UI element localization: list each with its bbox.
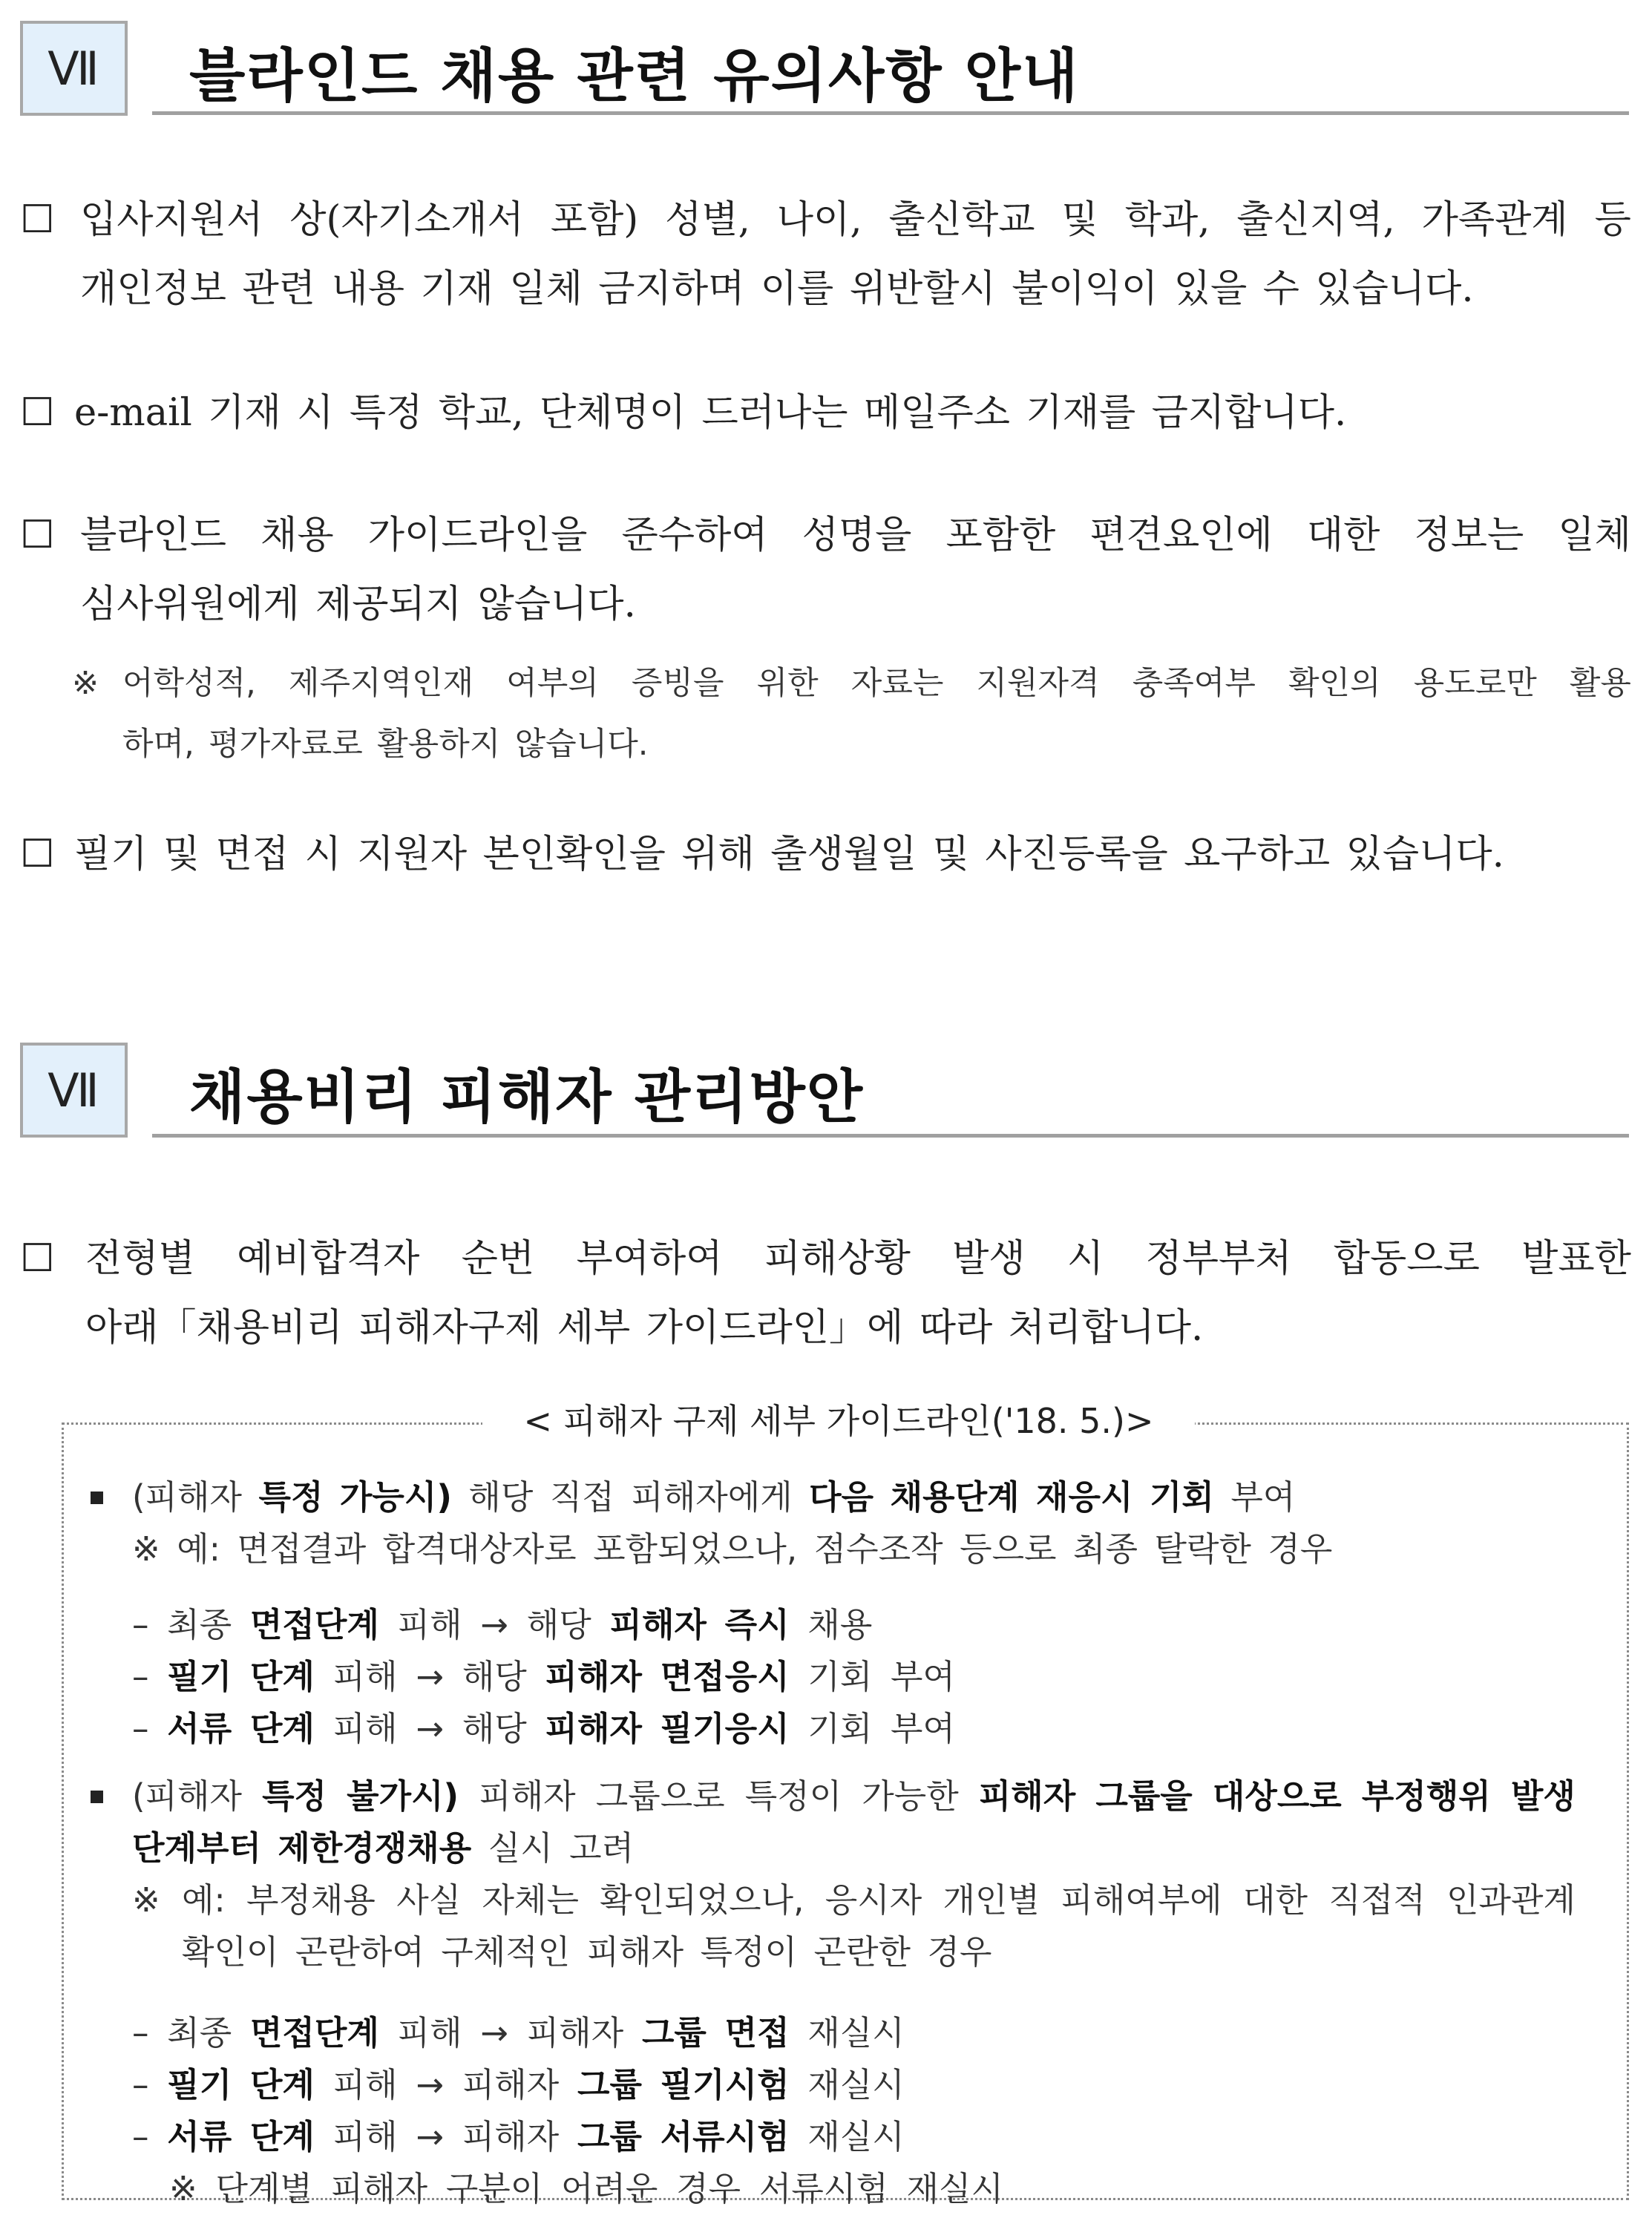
word: 경우 bbox=[676, 2169, 741, 2208]
word: 개인정보 bbox=[80, 267, 227, 311]
word: 최종 bbox=[167, 2013, 232, 2052]
word: 지원자 bbox=[357, 833, 468, 876]
word: 피해 bbox=[332, 1709, 398, 1748]
word: 금지하며 bbox=[598, 267, 745, 311]
example-note bbox=[182, 1874, 1576, 1926]
word: 필기 bbox=[74, 833, 148, 876]
word: 아래「채용비리 bbox=[85, 1306, 343, 1350]
word: 곤란한 bbox=[813, 1932, 911, 1972]
section-divider bbox=[152, 1134, 1629, 1138]
word: 관련 bbox=[242, 267, 316, 311]
note-text bbox=[122, 714, 1631, 775]
word: 서류 bbox=[167, 1709, 232, 1748]
word: 피해자 bbox=[545, 1657, 642, 1696]
word: 부여하여 bbox=[576, 1237, 723, 1281]
paragraph bbox=[74, 820, 1625, 889]
word: 피해 bbox=[332, 2117, 398, 2156]
word: 전형별 bbox=[85, 1237, 195, 1281]
word: 채용단계 bbox=[890, 1477, 1020, 1517]
word: 면접단계 bbox=[249, 2013, 379, 2052]
word: 그룹으로 bbox=[595, 1776, 725, 1816]
paragraph-line bbox=[80, 501, 1631, 570]
checkbox-marker: ☐ bbox=[20, 197, 55, 242]
word: 충족여부 bbox=[1132, 665, 1256, 702]
word: 포함한 bbox=[945, 513, 1056, 557]
word: 지원자격 bbox=[976, 665, 1100, 702]
section-title: 블라인드 채용 관련 유의사항 안내 bbox=[189, 43, 1080, 110]
note-marker: ※ bbox=[72, 665, 99, 702]
word: 직접적 bbox=[1328, 1880, 1426, 1920]
word: ※ bbox=[132, 1529, 160, 1569]
word: 면접결과 bbox=[237, 1529, 367, 1569]
word: → bbox=[480, 2013, 509, 2052]
word: 부정채용 bbox=[246, 1880, 376, 1920]
word: 대한 bbox=[1242, 1880, 1308, 1920]
paragraph-line bbox=[80, 186, 1631, 255]
dash-item bbox=[132, 1651, 974, 1703]
word: 피해자 bbox=[609, 1605, 707, 1644]
section-divider bbox=[152, 111, 1629, 115]
word: 세부 bbox=[557, 1306, 631, 1350]
word: 제한경쟁채용 bbox=[278, 1828, 472, 1868]
word: 발생 bbox=[952, 1237, 1026, 1281]
final-note bbox=[169, 2163, 1022, 2215]
word: 피해 bbox=[397, 2013, 462, 2052]
word: 등 bbox=[1594, 198, 1631, 242]
word: 필기시험 bbox=[660, 2065, 790, 2104]
example-note bbox=[182, 1926, 1576, 1978]
bullet-square-icon bbox=[91, 1492, 103, 1504]
word: 개인별 bbox=[943, 1880, 1040, 1920]
checkbox-marker: ☐ bbox=[20, 513, 55, 557]
note-line bbox=[122, 653, 1631, 714]
example-marker: ※ bbox=[132, 1880, 160, 1920]
word: 피해 bbox=[332, 1657, 398, 1696]
word: 피해자에게 bbox=[631, 1477, 793, 1517]
word: 확인의 bbox=[1288, 665, 1381, 702]
word: 응시자 bbox=[825, 1880, 922, 1920]
bullet-square-icon bbox=[91, 1791, 103, 1803]
word: 상(자기소개서 bbox=[289, 198, 524, 242]
word: 않습니다. bbox=[477, 583, 636, 626]
word: 특정 bbox=[262, 1776, 327, 1816]
word: 어학성적, bbox=[122, 665, 256, 702]
word: 자체는 bbox=[482, 1880, 579, 1920]
word: 고려 bbox=[569, 1828, 635, 1868]
paragraph-line bbox=[85, 1224, 1631, 1293]
word: → bbox=[416, 2117, 445, 2156]
word: 피해여부에 bbox=[1061, 1880, 1222, 1920]
paragraph-line bbox=[80, 570, 1631, 639]
word: 채용 bbox=[807, 1605, 873, 1644]
word: 사실 bbox=[396, 1880, 462, 1920]
word: 면접 bbox=[215, 833, 289, 876]
word: 시 bbox=[1066, 1237, 1104, 1281]
word: 위반할시 bbox=[849, 267, 996, 311]
word: 시 bbox=[297, 391, 334, 435]
example-line bbox=[132, 1523, 1349, 1575]
checkbox-marker: ☐ bbox=[20, 1236, 55, 1281]
word: 예: bbox=[177, 1529, 220, 1569]
word: 피해자 bbox=[479, 1776, 576, 1816]
word: (피해자 bbox=[132, 1477, 242, 1517]
guideline-line bbox=[132, 1771, 1576, 1822]
word: – bbox=[132, 1605, 149, 1644]
word: 단계 bbox=[249, 2117, 315, 2156]
word: 서류 bbox=[167, 2117, 232, 2156]
word: 가이드라인을 bbox=[367, 513, 588, 557]
word: 해당 bbox=[462, 1657, 527, 1696]
word: 필기응시 bbox=[660, 1709, 790, 1748]
paragraph-line bbox=[74, 820, 1625, 889]
word: 및 bbox=[1061, 198, 1098, 242]
word: 가족관계 bbox=[1421, 198, 1568, 242]
word: 시 bbox=[304, 833, 341, 876]
word: 위해 bbox=[681, 833, 755, 876]
checkbox-marker: ☐ bbox=[20, 390, 55, 435]
word: 점수조작 bbox=[813, 1529, 943, 1569]
word: – bbox=[132, 1709, 149, 1748]
word: 단계부터 bbox=[132, 1828, 261, 1868]
word: 포함) bbox=[550, 198, 639, 242]
word: 해당 bbox=[462, 1709, 527, 1748]
word: e-mail bbox=[74, 391, 192, 435]
word: 등으로 bbox=[960, 1529, 1057, 1569]
word: 경우 bbox=[927, 1932, 992, 1972]
word: 부여 bbox=[891, 1657, 955, 1696]
section-number: Ⅶ bbox=[47, 41, 100, 96]
word: 특정이 bbox=[700, 1932, 798, 1972]
word: 자료는 bbox=[850, 665, 944, 702]
word: 활용하지 bbox=[377, 726, 501, 763]
word: → bbox=[416, 1657, 445, 1696]
word: 순번 bbox=[461, 1237, 535, 1281]
paragraph-line bbox=[74, 378, 1625, 447]
word: 수 bbox=[1262, 267, 1299, 311]
word: 곤란하여 bbox=[295, 1932, 425, 1972]
word: 가이드라인」에 bbox=[646, 1306, 904, 1350]
word: 특정 bbox=[258, 1477, 324, 1517]
paragraph bbox=[80, 501, 1631, 570]
word: 피해자 bbox=[586, 1932, 684, 1972]
word: 필기 bbox=[167, 2065, 232, 2104]
word: 특정 bbox=[349, 391, 423, 435]
word: 부정행위 bbox=[1361, 1776, 1491, 1816]
word: 정보는 bbox=[1414, 513, 1524, 557]
word: 피해자 bbox=[462, 2065, 560, 2104]
guideline-line bbox=[132, 1471, 1602, 1523]
word: 용도로만 bbox=[1413, 665, 1537, 702]
word: 드러나는 bbox=[701, 391, 848, 435]
word: – bbox=[132, 2117, 149, 2156]
word: 증빙을 bbox=[631, 665, 724, 702]
word: 출신지역, bbox=[1236, 198, 1395, 242]
word: 재응시 bbox=[1036, 1477, 1133, 1517]
section-number: Ⅶ bbox=[47, 1063, 100, 1118]
word: 피해 bbox=[397, 1605, 462, 1644]
example-line bbox=[182, 1926, 1576, 1978]
word: 단계 bbox=[249, 2065, 315, 2104]
word: → bbox=[480, 1605, 509, 1644]
word: 나이, bbox=[776, 198, 862, 242]
word: 합격대상자로 bbox=[382, 1529, 577, 1569]
word: 서류시험 bbox=[758, 2169, 888, 2208]
word: 피해자 bbox=[545, 1709, 642, 1748]
word: 직접 bbox=[549, 1477, 614, 1517]
word: 요구하고 bbox=[1184, 833, 1331, 876]
word: 재실시 bbox=[807, 2013, 905, 2052]
section-number-box bbox=[20, 21, 128, 116]
paragraph bbox=[85, 1293, 1631, 1362]
word: – bbox=[132, 1657, 149, 1696]
note-text bbox=[122, 653, 1631, 714]
word: 입사지원서 bbox=[80, 198, 263, 242]
word: 그룹을 bbox=[1095, 1776, 1193, 1816]
guideline-lead bbox=[132, 1471, 1602, 1523]
paragraph-line bbox=[80, 255, 1631, 324]
dash-item bbox=[132, 2111, 923, 2163]
word: 단계 bbox=[249, 1657, 315, 1696]
word: 따라 bbox=[919, 1306, 993, 1350]
dash-item bbox=[132, 1599, 891, 1651]
word: 불이익이 bbox=[1012, 267, 1158, 311]
word: 다음 bbox=[809, 1477, 874, 1517]
word: 및 bbox=[932, 833, 969, 876]
word: 발표한 bbox=[1521, 1237, 1631, 1281]
paragraph bbox=[80, 570, 1631, 639]
word: 여부의 bbox=[506, 665, 599, 702]
note-line bbox=[122, 714, 1631, 775]
word: 예비합격자 bbox=[237, 1237, 420, 1281]
word: 이를 bbox=[760, 267, 834, 311]
word: 합동으로 bbox=[1333, 1237, 1480, 1281]
word: (피해자 bbox=[132, 1776, 242, 1816]
word: 발생 bbox=[1510, 1776, 1576, 1816]
word: 편견요인에 bbox=[1089, 513, 1273, 557]
word: 위한 bbox=[756, 665, 819, 702]
word: 일체 bbox=[509, 267, 583, 311]
word: 기재 bbox=[208, 391, 281, 435]
word: – bbox=[132, 2013, 149, 2052]
word: 출신학교 bbox=[888, 198, 1035, 242]
word: 불가시) bbox=[347, 1776, 459, 1816]
word: 실시 bbox=[488, 1828, 553, 1868]
word: 학과, bbox=[1124, 198, 1210, 242]
word: 있습니다. bbox=[1315, 267, 1474, 311]
word: 면접단계 bbox=[249, 1605, 379, 1644]
guideline-lead bbox=[132, 1822, 1576, 1874]
word: 인과관계 bbox=[1446, 1880, 1576, 1920]
word: 기재 bbox=[420, 267, 494, 311]
word: 하며, bbox=[122, 726, 194, 763]
word: 가능시) bbox=[339, 1477, 452, 1517]
word: 포함되었으나, bbox=[593, 1529, 798, 1569]
dash-item bbox=[132, 2007, 923, 2059]
word: 구체적인 bbox=[441, 1932, 571, 1972]
word: 출생월일 bbox=[770, 833, 917, 876]
word: 제주지역인재 bbox=[288, 665, 474, 702]
word: 피해자 bbox=[978, 1776, 1076, 1816]
word: 단계별 bbox=[215, 2169, 312, 2208]
word: 심사위원에게 bbox=[80, 583, 300, 626]
word: 최종 bbox=[167, 1605, 232, 1644]
word: 기재를 bbox=[1026, 391, 1136, 435]
paragraph bbox=[85, 1224, 1631, 1293]
word: 않습니다. bbox=[514, 726, 649, 763]
word: 부여 bbox=[891, 1709, 955, 1748]
word: 서류시험 bbox=[660, 2117, 790, 2156]
word: 면접 bbox=[724, 2013, 790, 2052]
word: 일체 bbox=[1558, 513, 1631, 557]
paragraph bbox=[80, 186, 1631, 255]
word: 금지합니다. bbox=[1151, 391, 1347, 435]
word: 확인이 bbox=[182, 1932, 279, 1972]
example-note bbox=[132, 1523, 1349, 1575]
word: 어려운 bbox=[560, 2169, 658, 2208]
word: 재실시 bbox=[807, 2117, 905, 2156]
word: 성별, bbox=[665, 198, 750, 242]
guideline-lead bbox=[132, 1771, 1576, 1822]
word: 그룹 bbox=[577, 2117, 642, 2156]
word: 있을 bbox=[1173, 267, 1248, 311]
word: 구분이 bbox=[445, 2169, 543, 2208]
example-line bbox=[182, 1874, 1576, 1926]
word: 최종 bbox=[1073, 1529, 1138, 1569]
word: 필기 bbox=[167, 1657, 232, 1696]
dash-item bbox=[132, 2059, 923, 2111]
section-number-box bbox=[20, 1043, 128, 1138]
guideline-caption: < 피해자 구제 세부 가이드라인('18. 5.)> bbox=[482, 1395, 1195, 1447]
word: 그룹 bbox=[577, 2065, 642, 2104]
word: 내용 bbox=[331, 267, 404, 311]
guideline-line bbox=[132, 1822, 1576, 1874]
word: 경우 bbox=[1268, 1529, 1333, 1569]
word: 기회 bbox=[807, 1657, 873, 1696]
word: 특정이 bbox=[744, 1776, 842, 1816]
word: 평가자료로 bbox=[209, 726, 363, 763]
word: 대상으로 bbox=[1212, 1776, 1342, 1816]
paragraph-line bbox=[85, 1293, 1631, 1362]
word: 피해자 bbox=[462, 2117, 560, 2156]
word: 부여 bbox=[1230, 1477, 1296, 1517]
word: ※ bbox=[169, 2169, 197, 2208]
word: 피해자 bbox=[526, 2013, 624, 2052]
word: 피해자구제 bbox=[358, 1306, 542, 1350]
word: 정부부처 bbox=[1145, 1237, 1292, 1281]
word: 준수하여 bbox=[621, 513, 768, 557]
word: 본인확인을 bbox=[482, 833, 666, 876]
word: 및 bbox=[163, 833, 200, 876]
word: 메일주소 bbox=[863, 391, 1011, 435]
word: 단체명이 bbox=[539, 391, 686, 435]
word: 활용 bbox=[1569, 665, 1631, 702]
word: 해당 bbox=[468, 1477, 534, 1517]
word: 즉시 bbox=[724, 1605, 790, 1644]
word: 있습니다. bbox=[1345, 833, 1504, 876]
word: 기회 bbox=[807, 1709, 873, 1748]
word: 사진등록을 bbox=[985, 833, 1168, 876]
word: 처리합니다. bbox=[1008, 1306, 1204, 1350]
word: → bbox=[416, 1709, 445, 1748]
word: 면접응시 bbox=[660, 1657, 790, 1696]
word: 채용 bbox=[260, 513, 334, 557]
word: → bbox=[416, 2065, 445, 2104]
word: 제공되지 bbox=[315, 583, 462, 626]
word: 단계 bbox=[249, 1709, 315, 1748]
word: 학교, bbox=[438, 391, 524, 435]
word: 예: bbox=[182, 1880, 226, 1920]
checkbox-marker: ☐ bbox=[20, 832, 55, 876]
word: 그룹 bbox=[641, 2013, 707, 2052]
word: 대한 bbox=[1306, 513, 1380, 557]
word: 확인되었으나, bbox=[600, 1880, 804, 1920]
word: 피해자 bbox=[330, 2169, 428, 2208]
word: 기회 bbox=[1149, 1477, 1214, 1517]
word: 블라인드 bbox=[80, 513, 227, 557]
word: – bbox=[132, 2065, 149, 2104]
word: 피해 bbox=[332, 2065, 398, 2104]
section-title: 채용비리 피해자 관리방안 bbox=[189, 1064, 865, 1131]
word: 해당 bbox=[526, 1605, 591, 1644]
paragraph bbox=[74, 378, 1625, 447]
word: 성명을 bbox=[802, 513, 912, 557]
word: 재실시 bbox=[807, 2065, 905, 2104]
paragraph bbox=[80, 255, 1631, 324]
dash-item bbox=[132, 1703, 974, 1755]
word: 가능한 bbox=[862, 1776, 959, 1816]
word: 탈락한 bbox=[1154, 1529, 1251, 1569]
word: 재실시 bbox=[906, 2169, 1003, 2208]
word: 피해상황 bbox=[764, 1237, 911, 1281]
